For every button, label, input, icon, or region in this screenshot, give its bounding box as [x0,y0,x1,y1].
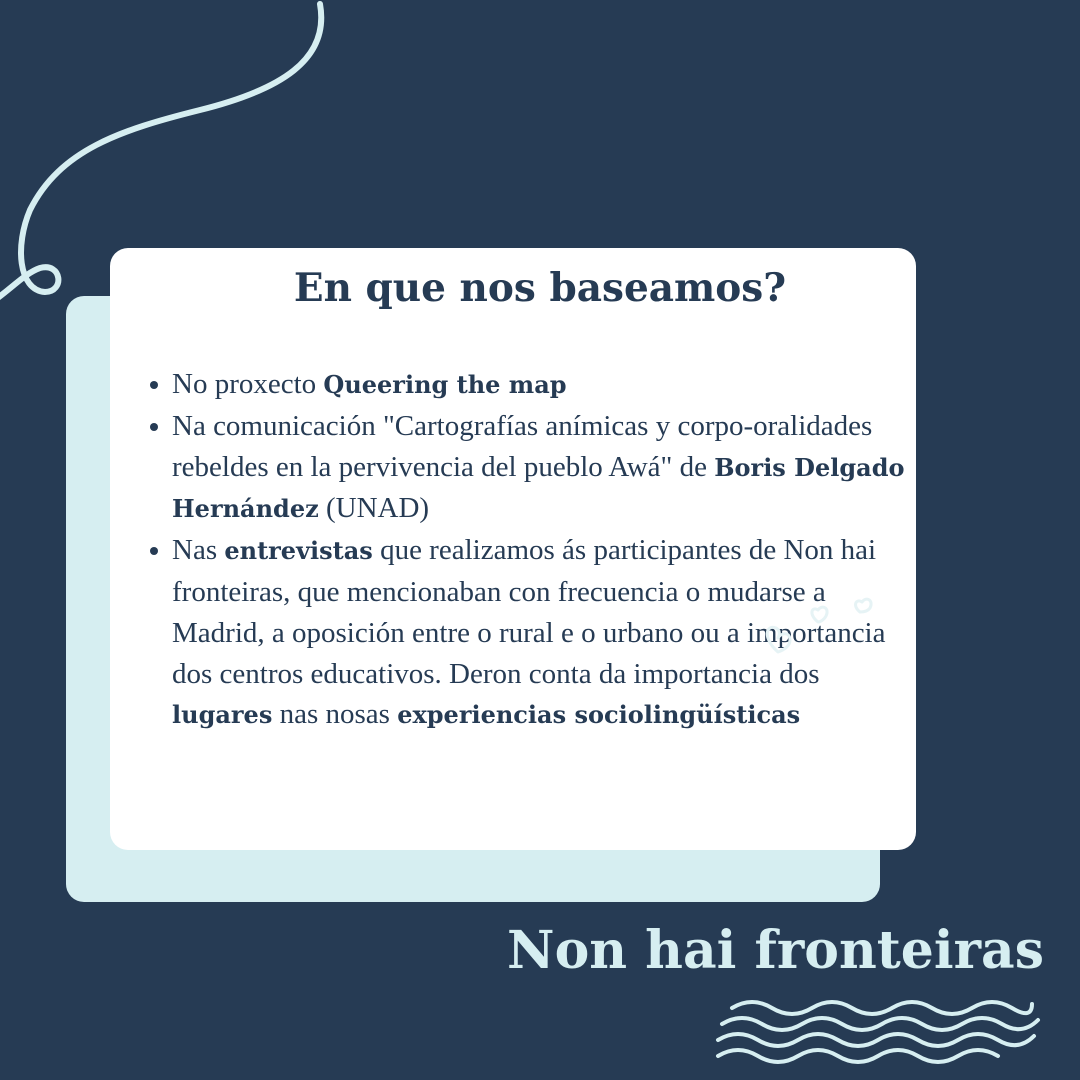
item-text: Na comunicación "Cartografías anímicas y corpo-oralidades rebeldes en la pervivencia del pueblo Awá" de [172,409,873,483]
item-text: que realizamos ás participantes de Non hai fronteiras, que mencionaban con frecuencia o mudarse a Madrid, a oposición entre o rural e o urbano ou a importancia dos centros educativos. Deron conta da importancia dos [172,534,886,690]
list-item [148,364,916,406]
item-emphasis: experiencias sociolingüísticas [397,700,801,730]
item-emphasis: lugares [172,700,273,730]
list-item [148,406,916,530]
item-text: No proxecto [172,368,324,400]
hearts-icon [748,592,888,672]
item-emphasis: Boris Delgado Hernández [172,452,905,524]
item-text: Nas [172,534,225,567]
card-title: En que nos baseamos? [293,265,787,311]
item-emphasis: Queering the map [323,370,567,399]
footer-title: Non hai fronteiras [507,920,1044,981]
item-text: nas nosas [272,698,398,731]
waves-icon [712,994,1048,1070]
bullet-list [148,364,916,736]
item-emphasis: entrevistas [224,536,373,566]
item-text: (UNAD) [318,492,430,525]
